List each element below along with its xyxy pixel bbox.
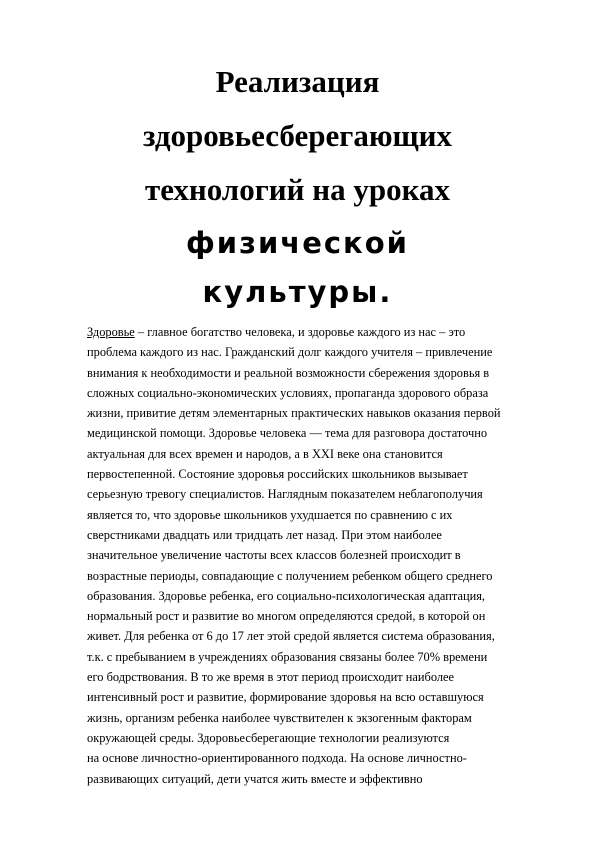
body-line: жизни, привитие детям элементарных практических навыков оказания первой xyxy=(87,406,501,421)
body-line: сверстниками двадцать или тридцать лет назад. При этом наиболее xyxy=(87,527,442,542)
body-line: внимания к необходимости и реальной возможности сбережения здоровья в xyxy=(87,365,490,380)
body-line: живет. Для ребенка от 6 до 17 лет этой средой является система образования, xyxy=(87,629,495,644)
body-line: проблема каждого из нас. Гражданский долг каждого учителя – привлечение xyxy=(87,345,493,360)
title-line-2: здоровьесберегающих xyxy=(142,118,453,153)
body-line: окружающей среды. Здоровьесберегающие технологии реализуются xyxy=(87,730,450,745)
title-line-1: Реализация xyxy=(215,64,380,99)
body-line xyxy=(87,322,557,342)
body-line: нормальный рост и развитие во многом определяются средой, в которой он xyxy=(87,609,486,624)
body-line: сложных социально-экономических условиях, пропаганда здорового образа xyxy=(87,385,489,400)
body-line: жизнь, организм ребенка наиболее чувствителен к экзогенным факторам xyxy=(87,710,472,725)
body-line: серьезную тревогу специалистов. Наглядным показателем неблагополучия xyxy=(87,487,483,502)
title-line-4: физической xyxy=(186,226,409,260)
body-line: актуальная для всех времен и народов, а в XXI веке она становится xyxy=(87,446,443,461)
body-line: медицинской помощи. Здоровье человека — тема для разговора достаточно xyxy=(87,426,488,441)
body-line: первостепенной. Состояние здоровья российских школьников вызывает xyxy=(87,467,468,482)
body-line: образования. Здоровье ребенка, его социально-психологическая адаптация, xyxy=(87,588,486,603)
body-line: т.к. с пребыванием в учреждениях образования связаны более 70% времени xyxy=(87,649,488,664)
body-line: развивающих ситуаций, дети учатся жить вместе и эффективно xyxy=(87,771,423,786)
body-line: его бодрствования. В то же время в этот период происходит наиболее xyxy=(87,670,455,685)
body-paragraph xyxy=(87,322,557,789)
body-line-text: – главное богатство человека, и здоровье каждого из нас – это xyxy=(134,325,466,339)
body-line: интенсивный рост и развитие, формирование здоровья на всю оставшуюся xyxy=(87,690,484,705)
body-line: значительное увеличение частоты всех классов болезней происходит в xyxy=(87,548,461,563)
title-line-5: культуры. xyxy=(202,275,393,309)
underlined-word: Здоровье xyxy=(87,325,135,339)
body-line: на основе личностно-ориентированного подхода. На основе личностно- xyxy=(87,751,467,766)
body-line: возрастные периоды, совпадающие с получением ребенком общего среднего xyxy=(87,568,493,583)
title-line-3: технологий на уроках xyxy=(144,172,450,207)
body-line: является то, что здоровье школьников ухудшается по сравнению с их xyxy=(87,507,453,522)
